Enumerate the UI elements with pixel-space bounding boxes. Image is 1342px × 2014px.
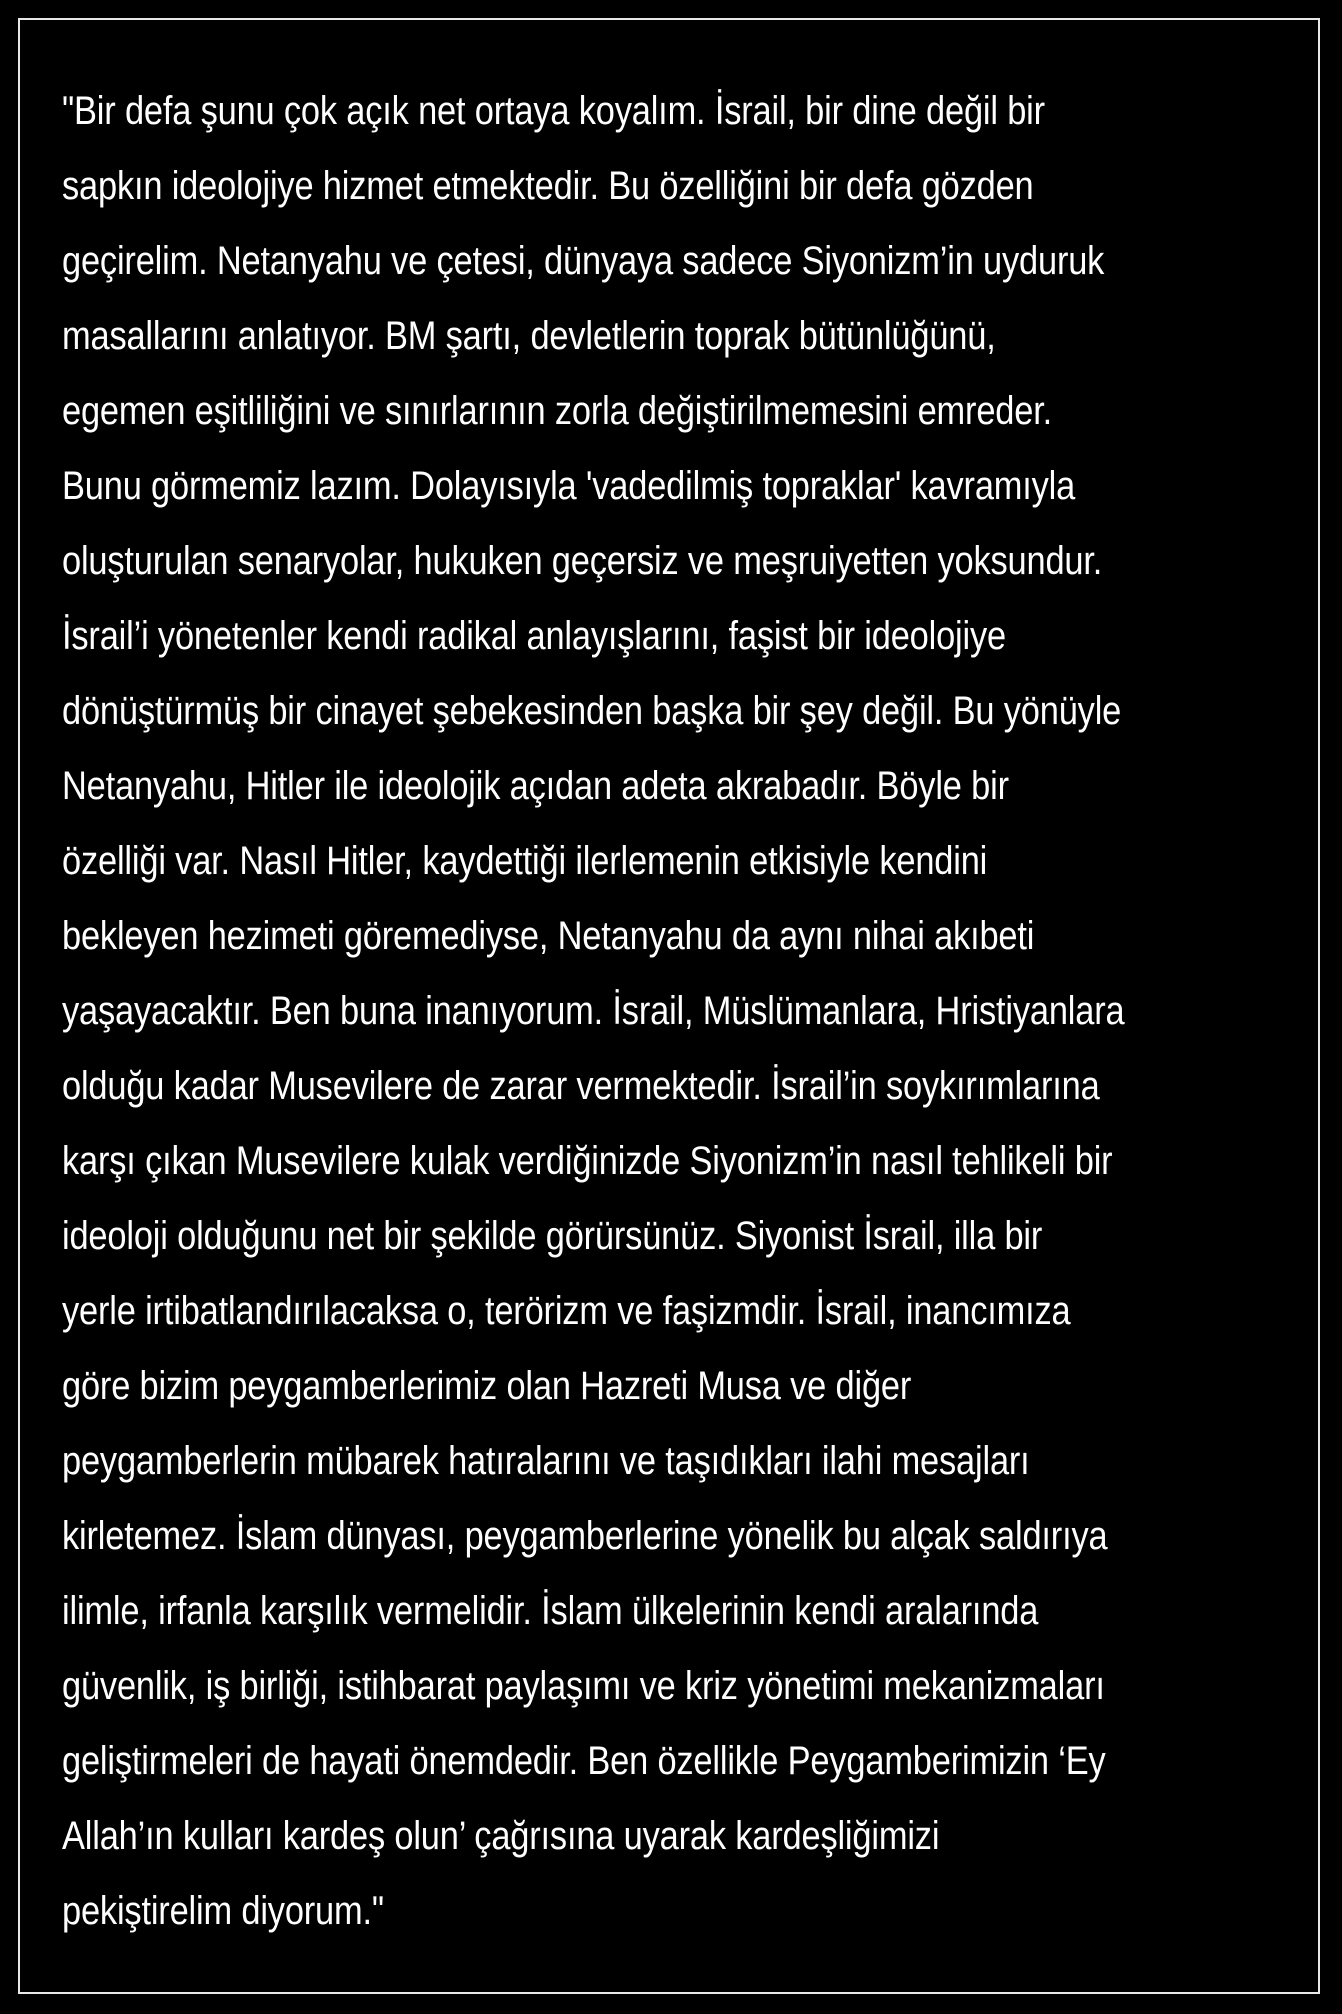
quote-line: özelliği var. Nasıl Hitler, kaydettiği ilerlemenin etkisiyle kendini [62,839,988,883]
quote-line: Allah’ın kulları kardeş olun’ çağrısına uyarak kardeşliğimizi [62,1814,940,1858]
quote-line: yerle irtibatlandırılacaksa o, terörizm ve faşizmdir. İsrail, inancımıza [62,1289,1071,1333]
quote-line: kirletemez. İslam dünyası, peygamberlerine yönelik bu alçak saldırıya [62,1514,1108,1558]
quote-line: geçirelim. Netanyahu ve çetesi, dünyaya sadece Siyonizm’in uyduruk [62,239,1105,283]
quote-line: pekiştirelim diyorum." [62,1889,384,1933]
quote-line: dönüştürmüş bir cinayet şebekesinden başka bir şey değil. Bu yönüyle [62,689,1122,733]
quote-line: "Bir defa şunu çok açık net ortaya koyalım. İsrail, bir dine değil bir [62,89,1045,133]
quote-line: oluşturulan senaryolar, hukuken geçersiz ve meşruiyetten yoksundur. [62,539,1103,583]
quote-line: olduğu kadar Musevilere de zarar vermektedir. İsrail’in soykırımlarına [62,1064,1100,1108]
quote-line: bekleyen hezimeti göremediyse, Netanyahu da aynı nihai akıbeti [62,914,1035,958]
quote-line: göre bizim peygamberlerimiz olan Hazreti Musa ve diğer [62,1364,912,1408]
quote-line: yaşayacaktır. Ben buna inanıyorum. İsrail, Müslümanlara, Hristiyanlara [62,989,1125,1033]
quote-text [62,74,1292,1949]
quote-line: Bunu görmemiz lazım. Dolayısıyla 'vadedilmiş topraklar' kavramıyla [62,464,1076,508]
quote-line: egemen eşitliliğini ve sınırlarının zorla değiştirilmemesini emreder. [62,389,1052,433]
quote-line: geliştirmeleri de hayati önemdedir. Ben özellikle Peygamberimizin ‘Ey [62,1739,1106,1783]
quote-line: karşı çıkan Musevilere kulak verdiğinizde Siyonizm’in nasıl tehlikeli bir [62,1139,1113,1183]
quote-line: İsrail’i yönetenler kendi radikal anlayışlarını, faşist bir ideolojiye [62,614,1006,658]
quote-line: peygamberlerin mübarek hatıralarını ve taşıdıkları ilahi mesajları [62,1439,1030,1483]
quote-line: sapkın ideolojiye hizmet etmektedir. Bu özelliğini bir defa gözden [62,164,1034,208]
quote-line: masallarını anlatıyor. BM şartı, devletlerin toprak bütünlüğünü, [62,314,996,358]
quote-line: ilimle, irfanla karşılık vermelidir. İslam ülkelerinin kendi aralarında [62,1589,1039,1633]
quote-line: ideoloji olduğunu net bir şekilde görürsünüz. Siyonist İsrail, illa bir [62,1214,1043,1258]
quote-line: güvenlik, iş birliği, istihbarat paylaşımı ve kriz yönetimi mekanizmaları [62,1664,1105,1708]
quote-line: Netanyahu, Hitler ile ideolojik açıdan adeta akrabadır. Böyle bir [62,764,1009,808]
